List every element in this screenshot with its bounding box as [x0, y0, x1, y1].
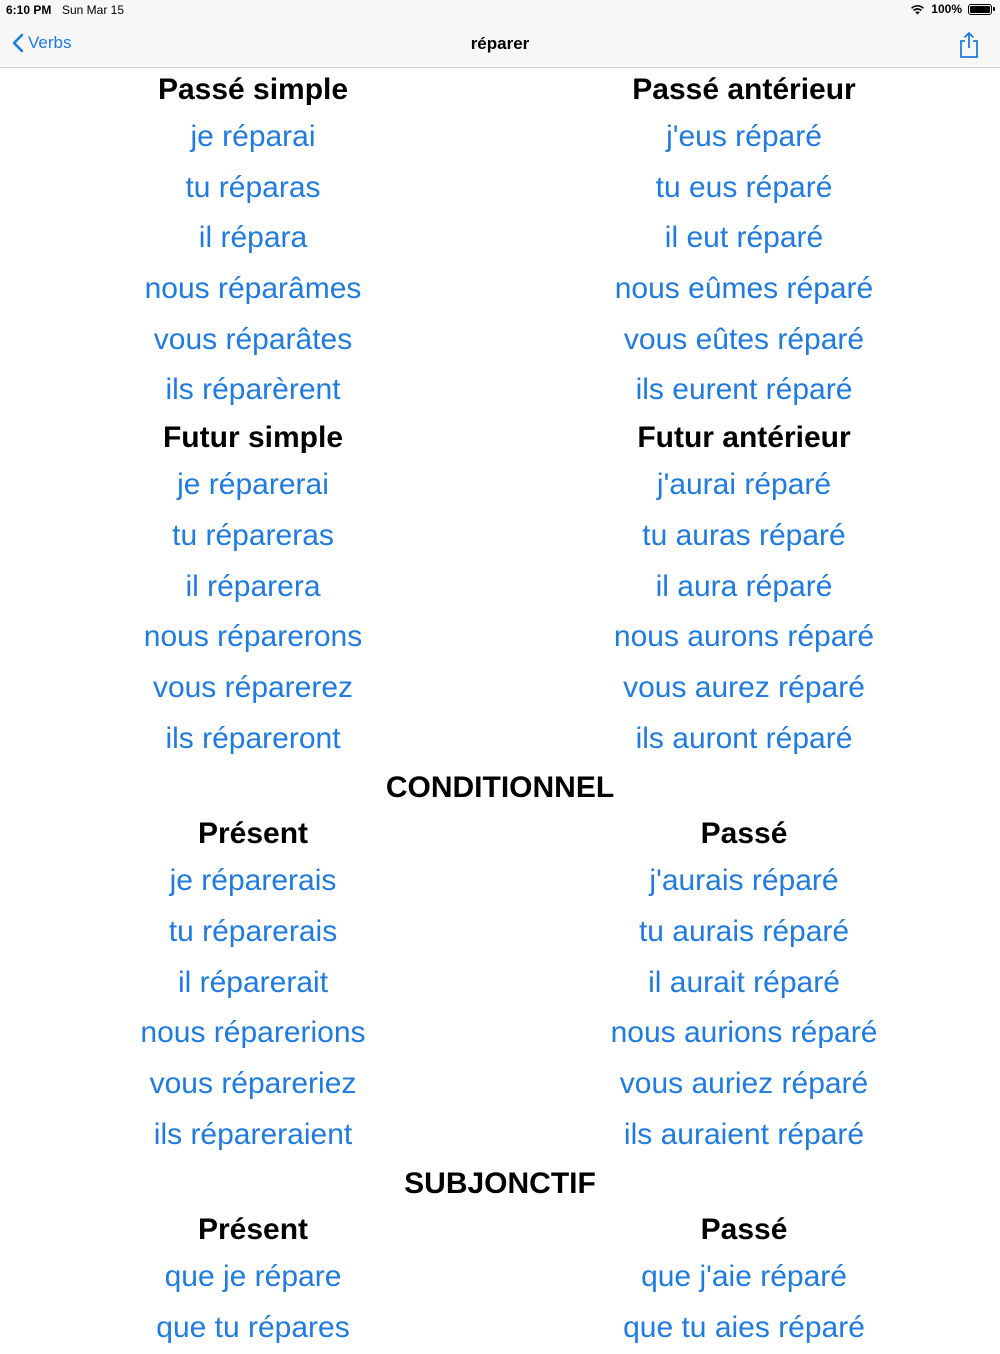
tense-heading: Futur simple — [162, 421, 343, 455]
status-date: Sun Mar 15 — [62, 3, 125, 17]
conjugation-link[interactable]: que tu répares — [156, 1311, 350, 1345]
tense-heading: Présent — [197, 1213, 309, 1247]
conjugation-link[interactable]: tu eus réparé — [655, 170, 833, 204]
conjugation-link[interactable]: il aurait réparé — [648, 965, 840, 999]
tense-column-left — [0, 1208, 506, 1353]
tense-heading: Passé — [700, 817, 788, 851]
conjugation-link[interactable]: il eut réparé — [664, 221, 824, 255]
tense-column-left — [0, 68, 506, 416]
conjugation-link[interactable]: nous aurons réparé — [613, 620, 875, 654]
battery-icon — [968, 4, 992, 15]
status-bar — [0, 0, 1000, 22]
status-right — [910, 2, 992, 16]
conjugation-link[interactable]: ils réparèrent — [165, 373, 341, 407]
conjugation-link[interactable]: tu réparerais — [168, 914, 338, 948]
conjugation-link[interactable]: j'aurais réparé — [649, 864, 839, 898]
conjugation-link[interactable]: ils répareront — [165, 721, 341, 755]
mood-heading: SUBJONCTIF — [404, 1167, 596, 1201]
conjugation-link[interactable]: je réparai — [190, 120, 316, 153]
conjugation-link[interactable]: ils eurent réparé — [635, 373, 853, 407]
conjugation-link[interactable]: tu réparas — [185, 170, 321, 204]
conjugation-link[interactable]: tu répareras — [172, 518, 334, 552]
conjugation-link[interactable]: vous réparerez — [152, 670, 354, 704]
tense-heading: Passé antérieur — [632, 73, 856, 106]
conjugation-link[interactable]: que je répare — [164, 1260, 342, 1294]
tense-heading: Passé simple — [157, 73, 349, 106]
page-title: réparer — [470, 34, 530, 53]
conjugation-link[interactable]: vous répareriez — [149, 1067, 357, 1100]
tense-row — [0, 68, 1000, 416]
conjugation-link[interactable]: il aura réparé — [655, 569, 833, 603]
conjugation-link[interactable]: je réparerai — [177, 468, 329, 502]
wifi-icon — [910, 4, 925, 15]
tense-row — [0, 812, 1000, 1160]
status-time: 6:10 PM — [6, 3, 52, 17]
conjugation-link[interactable]: ils auraient réparé — [623, 1117, 865, 1151]
mood-heading: CONDITIONNEL — [385, 771, 615, 805]
conjugation-link[interactable]: il réparera — [185, 569, 321, 603]
tense-column-right — [506, 1208, 982, 1353]
tense-column-right — [506, 416, 982, 764]
conjugation-link[interactable]: ils auront réparé — [635, 721, 853, 755]
conjugation-link[interactable]: vous aurez réparé — [623, 670, 865, 704]
conjugation-link[interactable]: nous réparerons — [143, 620, 363, 654]
tense-row — [0, 1208, 1000, 1353]
conjugation-link[interactable]: que j'aie réparé — [641, 1260, 847, 1294]
conjugation-link[interactable]: nous eûmes réparé — [614, 272, 874, 306]
conjugation-link[interactable]: j'aurai réparé — [656, 468, 832, 502]
conjugation-link[interactable]: vous réparâtes — [153, 322, 353, 356]
share-icon — [958, 31, 980, 59]
conjugation-link[interactable]: il réparerait — [177, 965, 329, 999]
tense-column-left — [0, 416, 506, 764]
tense-column-left — [0, 812, 506, 1160]
tense-heading: Futur antérieur — [637, 421, 851, 455]
conjugation-list — [0, 68, 1000, 1354]
back-button-label: Verbs — [28, 33, 72, 52]
conjugation-link[interactable]: j'eus réparé — [666, 120, 822, 153]
conjugation-link[interactable]: nous réparerions — [140, 1016, 366, 1050]
conjugation-link[interactable]: vous auriez réparé — [619, 1067, 869, 1100]
tense-heading: Passé — [700, 1213, 788, 1247]
conjugation-link[interactable]: nous réparâmes — [144, 272, 362, 306]
conjugation-link[interactable]: vous eûtes réparé — [623, 322, 865, 356]
tense-column-right — [506, 68, 982, 416]
tense-row — [0, 416, 1000, 764]
tense-column-right — [506, 812, 982, 1160]
conjugation-link[interactable]: ils répareraient — [153, 1117, 353, 1151]
conjugation-link[interactable]: je réparerais — [169, 864, 337, 898]
navigation-bar — [0, 22, 1000, 68]
share-button[interactable] — [958, 31, 980, 64]
conjugation-link[interactable]: il répara — [198, 221, 308, 255]
conjugation-link[interactable]: tu aurais réparé — [638, 914, 850, 948]
conjugation-link[interactable]: tu auras réparé — [642, 518, 846, 552]
conjugation-link[interactable]: nous aurions réparé — [610, 1016, 878, 1050]
tense-heading: Présent — [197, 817, 309, 851]
conjugation-link[interactable]: que tu aies réparé — [623, 1311, 865, 1345]
battery-percent: 100% — [931, 2, 962, 16]
